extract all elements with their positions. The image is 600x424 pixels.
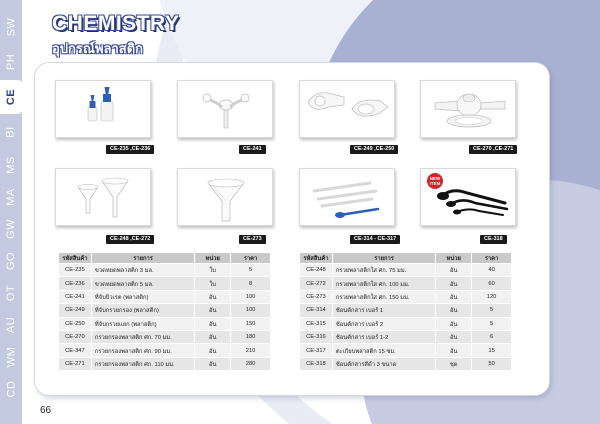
tab-go[interactable]: GO [5,251,17,271]
price-table-right [299,252,512,371]
table-row: CE-270 กรวยกรองพลาสติก ศก. 70 มม. อัน 180 [59,330,271,343]
burette-clamp-image [178,81,273,138]
header-unit: หน่วย [195,253,231,264]
tab-ph[interactable]: PH [5,53,17,71]
product-code-label: CE-270 ,CE-271 [469,145,517,154]
header-code: รหัสสินค้า [59,253,92,264]
product-code-label: CE-241 [239,145,266,154]
new-item-badge: NEW ITEM [427,173,443,189]
header-code: รหัสสินค้า [300,253,333,264]
table-row: CE-272 กรวยพลาสติกใส ศก. 100 มม. อัน 60 [300,277,512,290]
table-row: CE-248 กรวยพลาสติกใส ศก. 75 มม. อัน 40 [300,264,512,277]
page-title: CHEMISTRY [52,12,180,35]
table-row: CE-314 ช้อนตักสาร เบอร์ 1 อัน 5 [300,304,512,317]
product-code-label: CE-248 ,CE-272 [106,235,154,244]
product-code-label: CE-318 [480,235,507,244]
tab-cd[interactable]: CD [4,380,17,398]
header-item: รายการ [332,253,435,264]
filter-funnel-image [421,81,516,138]
product-card[interactable] [55,80,151,138]
table-row: CE-273 กรวยพลาสติกใส ศก. 150 มม. อัน 120 [300,290,512,303]
product-card[interactable] [177,168,273,226]
tab-au[interactable]: AU [5,316,17,334]
header-price: ราคา [231,253,271,264]
product-card[interactable] [299,80,395,138]
table-row: CE-236 ขวดหยดพลาสติก 5 มล. ใบ 8 [59,277,271,290]
dropper-bottle-image [56,81,151,138]
section-tab-strip [0,0,22,424]
tab-gw[interactable]: GW [4,219,17,239]
product-card[interactable] [420,80,516,138]
price-table-left [58,252,271,371]
table-row: CE-316 ช้อนตักสาร เบอร์ 1-2 อัน 6 [300,330,512,343]
spatula-set-image [300,169,395,226]
product-card[interactable] [55,168,151,226]
product-card[interactable] [299,168,395,226]
tab-bi[interactable]: BI [5,126,17,138]
table-row: CE-271 กรวยกรองพลาสติก ศก. 110 มม. อัน 280 [59,357,271,370]
table-row: CE-347 กรวยกรองพลาสติก ศก. 90 มม. อัน 210 [59,344,271,357]
product-code-label: CE-249 ,CE-250 [350,145,398,154]
tab-wm[interactable]: WM [4,346,17,368]
clear-funnel-pair-image [56,169,151,226]
page-subtitle: อุปกรณ์พลาสติก [52,41,144,56]
product-code-label: CE-235 ,CE-236 [106,145,154,154]
tab-ot[interactable]: OT [5,284,17,302]
large-funnel-image [178,169,273,226]
header-item: รายการ [91,253,194,264]
product-card[interactable] [177,80,273,138]
table-row: CE-249 ที่จับกรวยกรอง (พลาสติก) อัน 100 [59,304,271,317]
header-unit: หน่วย [436,253,472,264]
table-row: CE-250 ที่จับกรวยแยก (พลาสติก) อัน 150 [59,317,271,330]
table-row: CE-315 ช้อนตักสาร เบอร์ 2 อัน 5 [300,317,512,330]
table-row: CE-235 ขวดหยดพลาสติก 3 มล. ใบ 5 [59,264,271,277]
product-card[interactable] [420,168,516,226]
page-number: 66 [40,405,52,416]
product-code-label: CE-273 [239,235,266,244]
tab-ms[interactable]: MS [5,156,17,174]
header-price: ราคา [472,253,512,264]
tab-ce[interactable]: CE [0,80,22,114]
table-row: CE-241 ที่จับบิวเรต (พลาสติก) อัน 100 [59,290,271,303]
funnel-holder-image [300,81,395,138]
tab-ma[interactable]: MA [5,188,17,206]
tab-sw[interactable]: SW [4,17,17,37]
table-row: CE-317 ตะเกียบพลาสติก 15 ซม. อัน 15 [300,344,512,357]
table-row: CE-318 ช้อนตักสารสีดำ 3 ขนาด ชุด 50 [300,357,512,370]
product-code-label: CE-314 - CE-317 [350,235,400,244]
